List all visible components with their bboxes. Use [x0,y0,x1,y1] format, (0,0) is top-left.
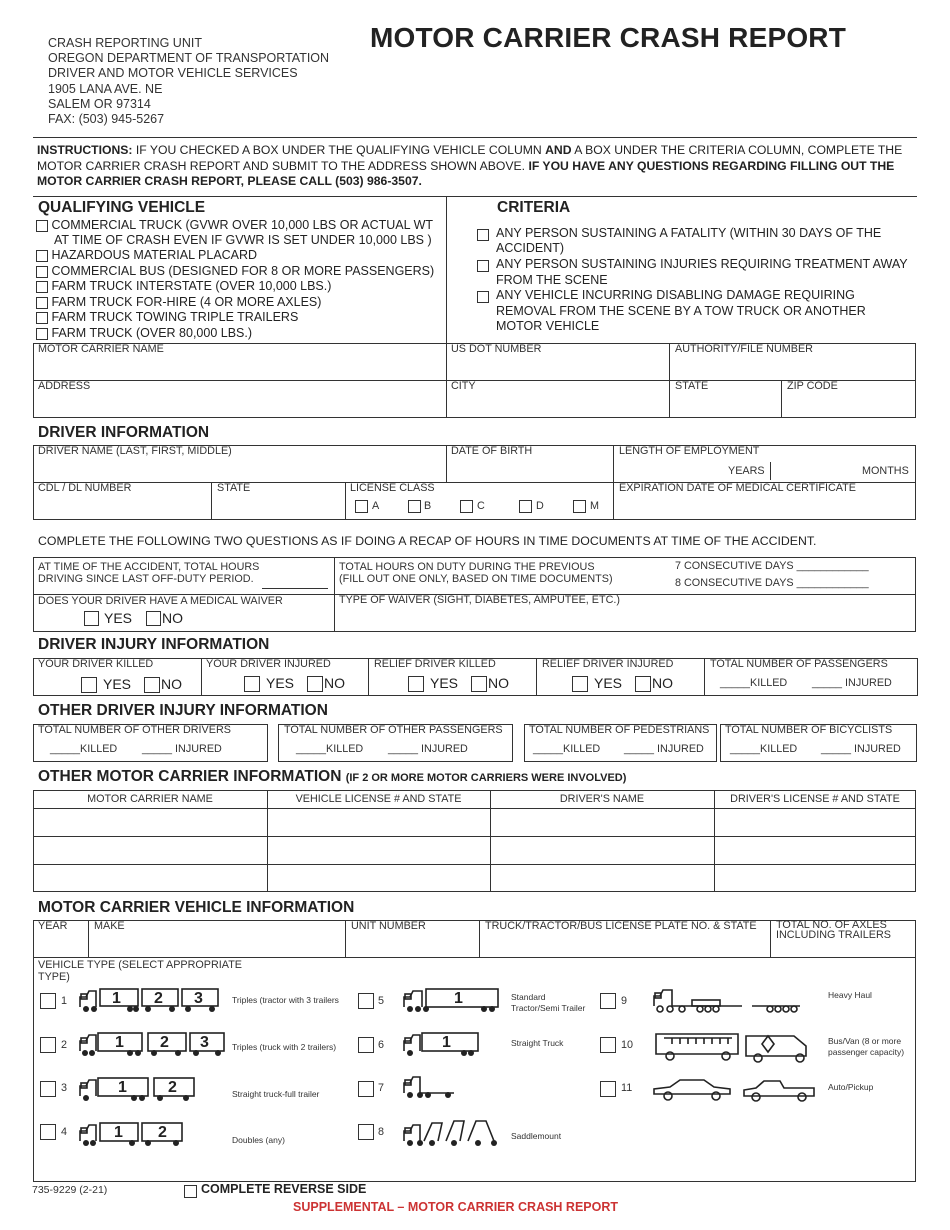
relief-injured-no-checkbox[interactable] [635,676,651,692]
passengers-killed-field[interactable]: _____KILLED [720,677,788,689]
yes-label: YES [104,610,133,626]
vehicle-type-desc: Triples (truck with 2 trailers) [232,1042,337,1052]
svg-text:1: 1 [112,990,121,1007]
qualifying-label: FARM TRUCK (OVER 80,000 LBS.) [51,326,253,340]
class-a-checkbox[interactable] [355,500,368,513]
criteria-checkbox[interactable] [477,229,489,241]
qualifying-item[interactable] [36,310,298,325]
year-field[interactable]: YEAR [38,920,68,932]
qualifying-checkbox[interactable] [36,328,48,340]
criteria-heading: CRITERIA [497,199,571,216]
instructions-text: IF YOU CHECKED A BOX UNDER THE QUALIFYING VEHICLE COLUMN [132,143,546,157]
seven-days-field[interactable]: 7 CONSECUTIVE DAYS ____________ [675,560,869,572]
axles-field[interactable] [776,920,891,940]
address-line: FAX: (503) 945-5267 [48,112,165,127]
qualifying-checkbox[interactable] [36,220,48,232]
vehicle-type-1-checkbox[interactable] [40,993,56,1009]
no-label: NO [488,675,509,691]
vehicle-type-label [38,959,242,983]
qualifying-item[interactable] [36,264,434,279]
instructions [37,143,912,190]
bus-van-icon [654,1030,814,1064]
qualifying-label: AT TIME OF CRASH EVEN IF GVWR IS SET UNDER 10,000 LBS ) [54,233,432,247]
hours-q1 [38,561,259,585]
waiver-type-field[interactable]: TYPE OF WAIVER (SIGHT, DIABETES, AMPUTEE, ETC.) [339,594,620,606]
col-header: VEHICLE LICENSE # AND STATE [295,793,462,805]
saddlemount-icon [402,1117,502,1151]
vehicle-type-num: 5 [378,995,385,1007]
years-label: YEARS [728,465,765,477]
vehicle-type-desc: Straight truck-full trailer [232,1089,320,1099]
svg-text:1: 1 [442,1034,451,1051]
straight-truck-icon [402,1031,482,1059]
criteria-label: ANY VEHICLE INCURRING DISABLING DAMAGE REQUIRING [496,288,855,302]
instructions-bold: IF YOU HAVE ANY QUESTIONS REGARDING FILLING OUT THE MOTOR CARRIER CRASH REPORT, PLEASE CALL (503) 986-3507. [37,158,895,188]
table-row [33,864,916,865]
driver-killed-yes-checkbox[interactable] [81,677,97,693]
injured-field[interactable]: _____ INJURED [821,743,901,755]
criteria-label: ACCIDENT) [496,241,565,255]
authority-field[interactable]: AUTHORITY/FILE NUMBER [675,343,813,355]
vehicle-type-9-checkbox[interactable] [600,993,616,1009]
address-line: DRIVER AND MOTOR VEHICLE SERVICES [48,66,298,81]
agency-address [48,36,329,127]
driver-name-field[interactable]: DRIVER NAME (LAST, FIRST, MIDDLE) [38,445,232,457]
injury-col-label: TOTAL NUMBER OF PASSENGERS [710,658,888,670]
state-field[interactable]: STATE [675,380,709,392]
eight-days-field[interactable]: 8 CONSECUTIVE DAYS ____________ [675,577,869,589]
vehicle-type-desc-line: Standard [511,992,546,1002]
injury-col-label: YOUR DRIVER KILLED [38,658,154,670]
cdl-state-field[interactable]: STATE [217,482,251,494]
address-line: SALEM OR 97314 [48,96,151,111]
divider [33,957,916,958]
divider [770,920,771,957]
doubles-icon [78,1119,188,1149]
divider [33,137,917,138]
vehicle-type-2-checkbox[interactable] [40,1037,56,1053]
divider [345,920,346,957]
yes-label: YES [594,675,623,691]
qualifying-item-cont [54,233,432,248]
class-m-checkbox[interactable] [573,500,586,513]
class-label: C [477,500,485,512]
address-line: 1905 LANA AVE. NE [48,81,163,96]
class-label: A [372,500,380,512]
vehicle-type-11-checkbox[interactable] [600,1081,616,1097]
divider [211,482,212,520]
qualifying-label: COMMERCIAL TRUCK (GVWR OVER 10,000 LBS OR ACTUAL WT [51,218,434,232]
injury-col-label: RELIEF DRIVER KILLED [374,658,496,670]
hours-intro: COMPLETE THE FOLLOWING TWO QUESTIONS AS IF DOING A RECAP OF HOURS IN TIME DOCUMENTS AT TIME OF THE ACCIDENT. [38,534,817,548]
killed-field[interactable]: _____KILLED [533,743,601,755]
relief-injured-yes-checkbox[interactable] [572,676,588,692]
col-header: DRIVER'S LICENSE # AND STATE [730,793,900,805]
vehicle-type-desc: Doubles (any) [232,1135,285,1145]
passengers-injured-field[interactable]: _____ INJURED [812,677,892,689]
hours-q1-blank[interactable] [262,588,328,589]
zip-field[interactable]: ZIP CODE [787,380,838,392]
criteria-checkbox[interactable] [477,260,489,272]
no-label: NO [324,675,345,691]
relief-killed-no-checkbox[interactable] [471,676,487,692]
months-label: MONTHS [862,465,909,477]
qualifying-label: FARM TRUCK TOWING TRIPLE TRAILERS [51,310,299,324]
vehicle-type-num: 6 [378,1039,385,1051]
killed-field[interactable]: _____KILLED [730,743,798,755]
yes-label: YES [103,676,132,692]
class-c-checkbox[interactable] [460,500,473,513]
vehicle-type-5-checkbox[interactable] [358,993,374,1009]
criteria-label: ANY PERSON SUSTAINING INJURIES REQUIRING TREATMENT AWAY [496,257,908,271]
other-carrier-table [33,790,916,892]
yes-label: YES [266,675,295,691]
relief-killed-yes-checkbox[interactable] [408,676,424,692]
divider [201,658,202,696]
medical-exp-field[interactable]: EXPIRATION DATE OF MEDICAL CERTIFICATE [619,482,856,494]
cdl-field[interactable]: CDL / DL NUMBER [38,482,132,494]
other-driver-col-label: TOTAL NUMBER OF PEDESTRIANS [529,724,710,736]
usdot-field[interactable]: US DOT NUMBER [451,343,542,355]
class-d-checkbox[interactable] [519,500,532,513]
qualifying-heading: QUALIFYING VEHICLE [38,199,206,216]
divider [446,445,447,482]
other-driver-col-label: TOTAL NUMBER OF OTHER DRIVERS [38,724,231,736]
vehicle-type-desc: Triples (tractor with 3 trailers [232,995,339,1005]
divider [536,658,537,696]
driver-injured-yes-checkbox[interactable] [244,676,260,692]
divider [345,482,346,520]
vehicle-type-3-checkbox[interactable] [40,1081,56,1097]
divider [714,790,715,892]
vehicle-type-text: TYPE) [38,971,70,983]
vehicle-type-4-checkbox[interactable] [40,1124,56,1140]
axles-label: INCLUDING TRAILERS [776,929,891,941]
auto-pickup-icon [652,1076,817,1104]
svg-text:1: 1 [115,1034,124,1051]
hours-q2-text: TOTAL HOURS ON DUTY DURING THE PREVIOUS [339,561,595,573]
divider [368,658,369,696]
divider [479,920,480,957]
qualifying-label: FARM TRUCK INTERSTATE (OVER 10,000 LBS.) [51,279,332,293]
criteria-label: MOTOR VEHICLE [496,319,600,333]
divider [88,920,89,957]
divider [267,790,268,892]
driver-killed-no-checkbox[interactable] [144,677,160,693]
other-carrier-heading [38,768,626,786]
vehicle-type-num: 8 [378,1126,385,1138]
address-line: OREGON DEPARTMENT OF TRANSPORTATION [48,51,330,66]
injured-field[interactable]: _____ INJURED [624,743,704,755]
tractor-only-icon [402,1075,462,1101]
employment-field[interactable]: LENGTH OF EMPLOYMENT [619,445,760,457]
svg-text:1: 1 [114,1124,123,1141]
qualifying-checkbox[interactable] [36,266,48,278]
divider [446,343,447,418]
divider [669,343,670,418]
qualifying-checkbox[interactable] [36,297,48,309]
col-header: DRIVER'S NAME [559,793,645,805]
class-label: B [424,500,432,512]
class-label: D [536,500,544,512]
killed-field[interactable]: _____KILLED [296,743,364,755]
no-label: NO [162,610,183,626]
vehicle-type-text: VEHICLE TYPE (SELECT APPROPRIATE [38,959,243,971]
supplemental-title: SUPPLEMENTAL – MOTOR CARRIER CRASH REPORT [293,1200,619,1214]
qualifying-checkbox[interactable] [36,312,48,324]
table-row [33,836,916,837]
tractor-semi-icon [402,987,502,1015]
yes-label: YES [430,675,459,691]
driver-heading: DRIVER INFORMATION [38,424,210,441]
waiver-no-checkbox[interactable] [146,611,161,626]
vehicle-type-num: 1 [61,995,68,1007]
address-line: CRASH REPORTING UNIT [48,36,202,50]
vehicle-type-7-checkbox[interactable] [358,1081,374,1097]
vehicle-type-desc-line: Bus/Van (8 or more [828,1036,902,1046]
vehicle-type-num: 7 [378,1082,385,1094]
divider [770,462,771,480]
vehicle-type-desc: Saddlemount [511,1131,562,1141]
qualifying-item[interactable] [36,326,252,341]
injured-field[interactable]: _____ INJURED [388,743,468,755]
carrier-name-field[interactable]: MOTOR CARRIER NAME [38,343,164,355]
class-label: M [590,500,599,512]
vehicle-type-num: 10 [621,1039,634,1051]
vehicle-type-num: 2 [61,1039,68,1051]
form-number: 735-9229 (2-21) [32,1184,108,1196]
instructions-and: AND [545,143,572,157]
svg-text:2: 2 [158,1124,167,1141]
svg-text:2: 2 [154,990,163,1007]
page-title: MOTOR CARRIER CRASH REPORT [370,22,847,53]
vehicle-type-num: 3 [61,1082,68,1094]
vehicle-type-desc [511,992,585,1014]
qualifying-item[interactable] [36,295,321,310]
divider [33,196,917,197]
vehicle-heading: MOTOR CARRIER VEHICLE INFORMATION [38,899,355,916]
divider [613,445,614,520]
other-driver-col-label: TOTAL NUMBER OF OTHER PASSENGERS [284,724,503,736]
criteria-label: FROM THE SCENE [496,273,608,287]
hours-q2-text: (FILL OUT ONE ONLY, BASED ON TIME DOCUMENTS) [339,573,613,585]
dob-field[interactable]: DATE OF BIRTH [451,445,533,457]
triples-tractor-icon [78,986,223,1014]
unit-field[interactable]: UNIT NUMBER [351,920,426,932]
injured-field[interactable]: _____ INJURED [142,743,222,755]
hours-q2 [339,561,613,585]
col-header: MOTOR CARRIER NAME [87,793,213,805]
svg-text:1: 1 [454,990,463,1007]
driver-injured-no-checkbox[interactable] [307,676,323,692]
svg-text:1: 1 [118,1079,127,1096]
killed-field[interactable]: _____KILLED [50,743,118,755]
instructions-text: A BOX UNDER THE CRITERIA COLUMN, COMPLETE THE MOTOR CARRIER CRASH REPORT AND SUBMIT TO THE ADDRESS SHOWN ABOVE. [37,143,903,173]
injury-heading: DRIVER INJURY INFORMATION [38,636,270,653]
other-carrier-note: (IF 2 OR MORE MOTOR CARRIERS WERE INVOLVED) [345,772,627,784]
vehicle-type-6-checkbox[interactable] [358,1037,374,1053]
svg-text:3: 3 [200,1034,209,1051]
other-carrier-heading-text: OTHER MOTOR CARRIER INFORMATION [38,768,342,785]
divider [704,658,705,696]
waiver-yes-checkbox[interactable] [84,611,99,626]
vehicle-type-num: 4 [61,1126,68,1138]
no-label: NO [161,676,182,692]
other-driver-heading: OTHER DRIVER INJURY INFORMATION [38,702,328,719]
qualifying-checkbox[interactable] [36,250,48,262]
vehicle-type-desc: Heavy Haul [828,990,872,1000]
reverse-side-checkbox[interactable] [184,1185,197,1198]
city-field[interactable]: CITY [451,380,476,392]
qualifying-item[interactable] [36,279,331,294]
divider [446,196,447,344]
qualifying-item[interactable] [36,218,433,233]
straight-truck-trailer-icon [78,1074,198,1104]
table-row [33,808,916,809]
qualifying-item[interactable] [36,248,257,263]
reverse-side-label: COMPLETE REVERSE SIDE [201,1182,367,1196]
injury-col-label: YOUR DRIVER INJURED [206,658,331,670]
vehicle-type-num: 11 [621,1082,633,1094]
class-b-checkbox[interactable] [408,500,421,513]
vehicle-type-desc: Auto/Pickup [828,1082,874,1092]
plate-field[interactable]: TRUCK/TRACTOR/BUS LICENSE PLATE NO. & STATE [485,920,757,932]
waiver-question: DOES YOUR DRIVER HAVE A MEDICAL WAIVER [38,595,283,607]
criteria-label: REMOVAL FROM THE SCENE BY A TOW TRUCK OR ANOTHER [496,304,866,318]
vehicle-type-desc [828,1036,904,1058]
qualifying-label: HAZARDOUS MATERIAL PLACARD [51,248,258,262]
vehicle-type-desc-line: Tractor/Semi Trailer [511,1003,586,1013]
svg-text:2: 2 [168,1079,177,1096]
qualifying-label: FARM TRUCK FOR-HIRE (4 OR MORE AXLES) [51,295,322,309]
qualifying-checkbox[interactable] [36,281,48,293]
axles-label: TOTAL NO. OF AXLES [776,919,887,931]
injury-col-label: RELIEF DRIVER INJURED [542,658,674,670]
address-field[interactable]: ADDRESS [38,380,91,392]
vehicle-type-num: 9 [621,995,628,1007]
qualifying-label: COMMERCIAL BUS (DESIGNED FOR 8 OR MORE PASSENGERS) [51,264,435,278]
divider [334,557,335,632]
make-field[interactable]: MAKE [94,920,125,932]
criteria-label: ANY PERSON SUSTAINING A FATALITY (WITHIN 30 DAYS OF THE [496,226,882,240]
triples-truck-icon [78,1031,228,1059]
criteria-checkbox[interactable] [477,291,489,303]
vehicle-type-10-checkbox[interactable] [600,1037,616,1053]
other-driver-col-label: TOTAL NUMBER OF BICYCLISTS [725,724,893,736]
divider [781,380,782,418]
svg-text:2: 2 [160,1034,169,1051]
heavy-haul-icon [652,988,802,1016]
hours-q1-text: DRIVING SINCE LAST OFF-DUTY PERIOD. [38,573,254,585]
svg-text:3: 3 [194,990,203,1007]
instructions-lead: INSTRUCTIONS: [37,143,133,157]
vehicle-type-desc-line: passenger capacity) [828,1047,905,1057]
vehicle-type-8-checkbox[interactable] [358,1124,374,1140]
hours-q1-text: AT TIME OF THE ACCIDENT, TOTAL HOURS [38,561,260,573]
no-label: NO [652,675,673,691]
license-class-label: LICENSE CLASS [350,482,435,494]
divider [490,790,491,892]
vehicle-type-desc: Straight Truck [511,1038,564,1048]
